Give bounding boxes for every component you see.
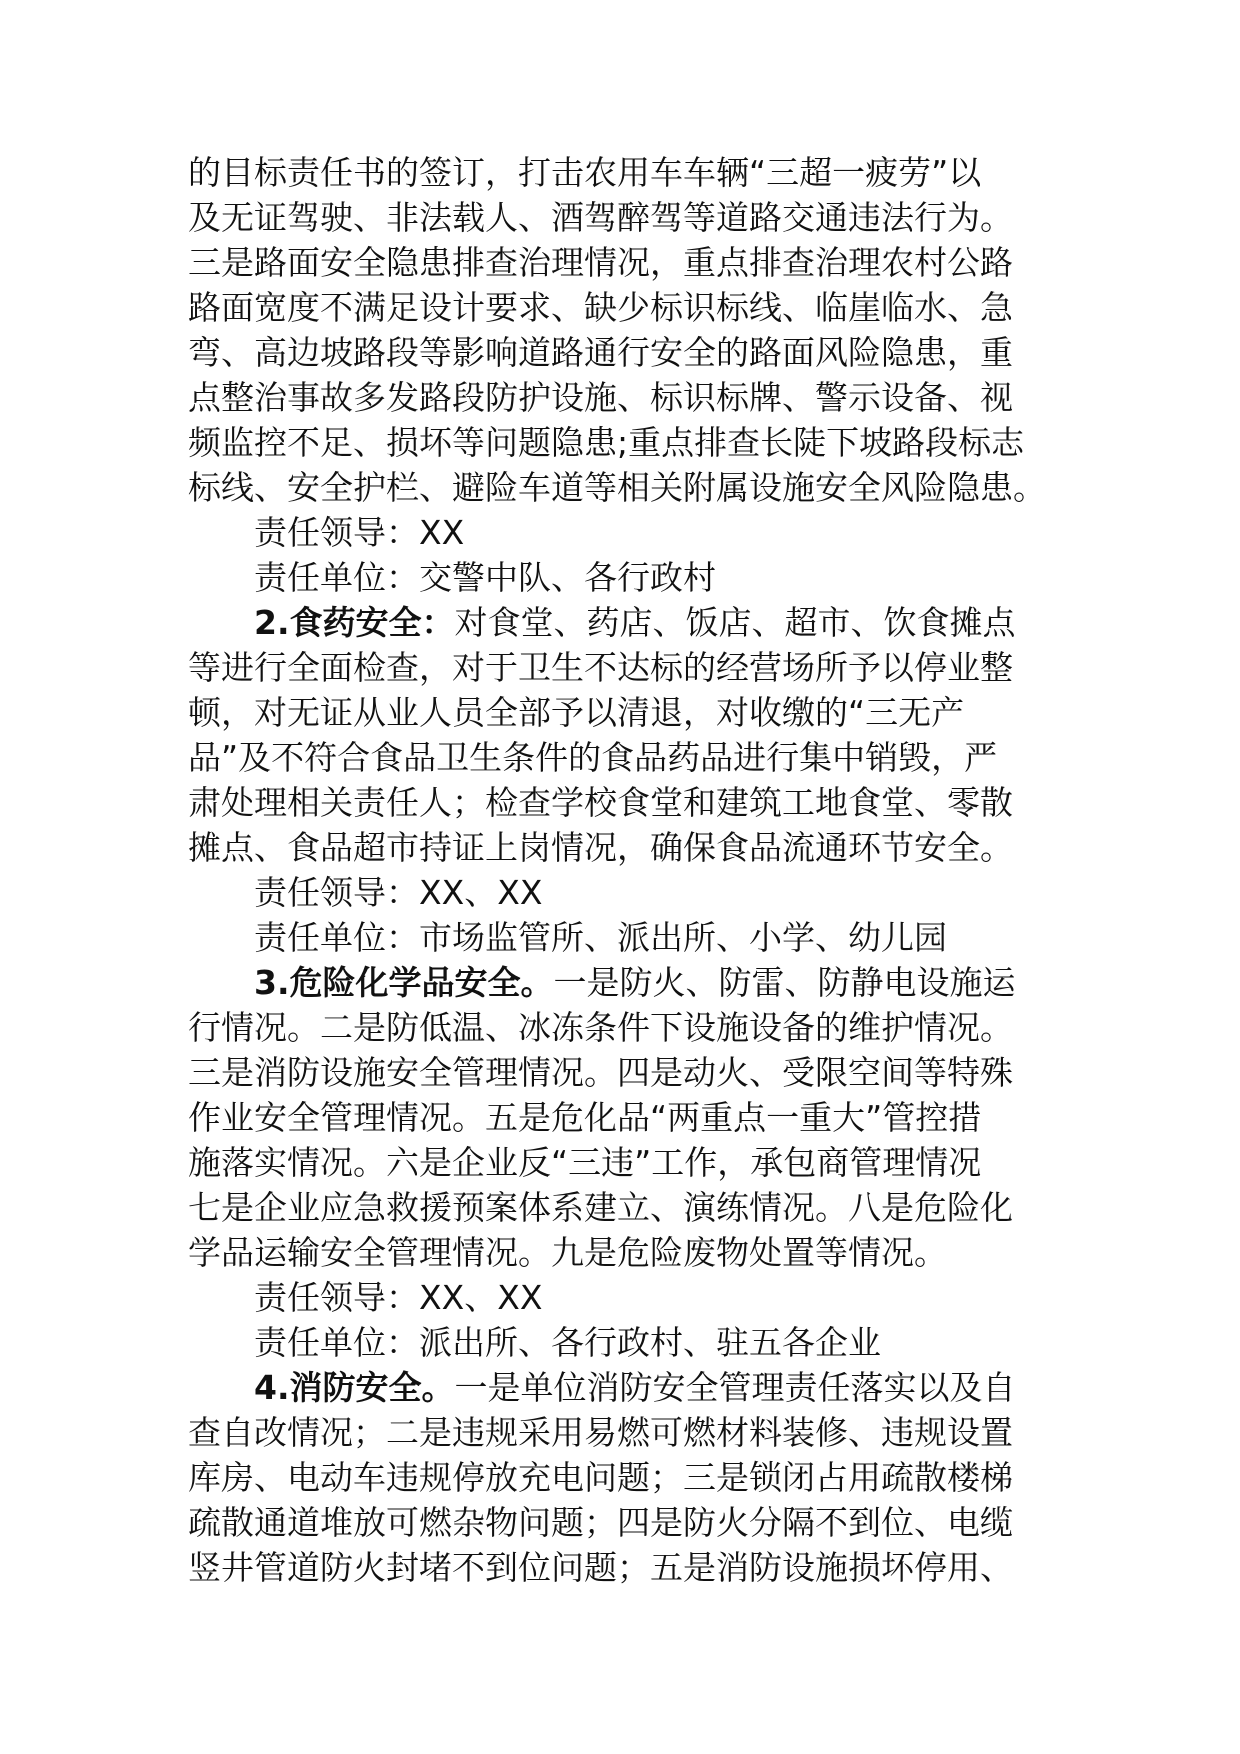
body-line: 的目标责任书的签订，打击农用车车辆“三超一疲劳”以 <box>188 153 982 192</box>
document-page <box>188 150 1058 1590</box>
section-fire-safety <box>188 1365 1058 1410</box>
responsible-unit: 责任单位：市场监管所、派出所、小学、幼儿园 <box>254 918 947 957</box>
section-heading: 2.食药安全： <box>254 603 455 642</box>
section-heading: 4.消防安全。 <box>254 1368 455 1407</box>
body-line: 摊点、食品超市持证上岗情况，确保食品流通环节安全。 <box>188 828 1013 867</box>
body-line: 行情况。二是防低温、冰冻条件下设施设备的维护情况。 <box>188 1008 1013 1047</box>
body-line: 学品运输安全管理情况。九是危险废物处置等情况。 <box>188 1233 947 1272</box>
section-heading: 3.危险化学品安全。 <box>254 963 554 1002</box>
body-line: 施落实情况。六是企业反“三违”工作，承包商管理情况 <box>188 1143 982 1182</box>
body-line: 频监控不足、损坏等问题隐患;重点排查长陡下坡路段标志 <box>188 423 1025 462</box>
section-hazardous-chemicals <box>188 960 1058 1005</box>
body-line: 七是企业应急救援预案体系建立、演练情况。八是危险化 <box>188 1188 1013 1227</box>
body-line: 路面宽度不满足设计要求、缺少标识标线、临崖临水、急 <box>188 288 1013 327</box>
body-line: 疏散通道堆放可燃杂物问题；四是防火分隔不到位、电缆 <box>188 1503 1013 1542</box>
body-line: 顿，对无证从业人员全部予以清退，对收缴的“三无产 <box>188 693 965 732</box>
body-line: 库房、电动车违规停放充电问题；三是锁闭占用疏散楼梯 <box>188 1458 1013 1497</box>
body-line: 标线、安全护栏、避险车道等相关附属设施安全风险隐患。 <box>188 468 1046 507</box>
body-line: 三是路面安全隐患排查治理情况，重点排查治理农村公路 <box>188 243 1013 282</box>
responsible-leader: 责任领导：XX <box>254 513 465 552</box>
body-line: 等进行全面检查，对于卫生不达标的经营场所予以停业整 <box>188 648 1013 687</box>
body-line: 查自改情况；二是违规采用易燃可燃材料装修、违规设置 <box>188 1413 1013 1452</box>
body-line: 品”及不符合食品卫生条件的食品药品进行集中销毁，严 <box>188 738 998 777</box>
body-line: 作业安全管理情况。五是危化品“两重点一重大”管控措 <box>188 1098 982 1137</box>
responsible-unit: 责任单位：派出所、各行政村、驻五各企业 <box>254 1323 881 1362</box>
body-line: 弯、高边坡路段等影响道路通行安全的路面风险隐患，重 <box>188 333 1013 372</box>
body-line: 点整治事故多发路段防护设施、标识标牌、警示设备、视 <box>188 378 1013 417</box>
body-line: 竖井管道防火封堵不到位问题；五是消防设施损坏停用、 <box>188 1548 1013 1587</box>
body-line: 肃处理相关责任人；检查学校食堂和建筑工地食堂、零散 <box>188 783 1013 822</box>
section-first-line: 一是单位消防安全管理责任落实以及自 <box>454 1368 1016 1407</box>
body-line: 三是消防设施安全管理情况。四是动火、受限空间等特殊 <box>188 1053 1013 1092</box>
responsible-leader: 责任领导：XX、XX <box>254 873 543 912</box>
body-line: 及无证驾驶、非法载人、酒驾醉驾等道路交通违法行为。 <box>188 198 1013 237</box>
section-food-drug <box>188 600 1058 645</box>
section-first-line: 一是防火、防雷、防静电设施运 <box>553 963 1016 1002</box>
responsible-unit: 责任单位：交警中队、各行政村 <box>254 558 716 597</box>
section-first-line: 对食堂、药店、饭店、超市、饮食摊点 <box>454 603 1016 642</box>
responsible-leader: 责任领导：XX、XX <box>254 1278 543 1317</box>
